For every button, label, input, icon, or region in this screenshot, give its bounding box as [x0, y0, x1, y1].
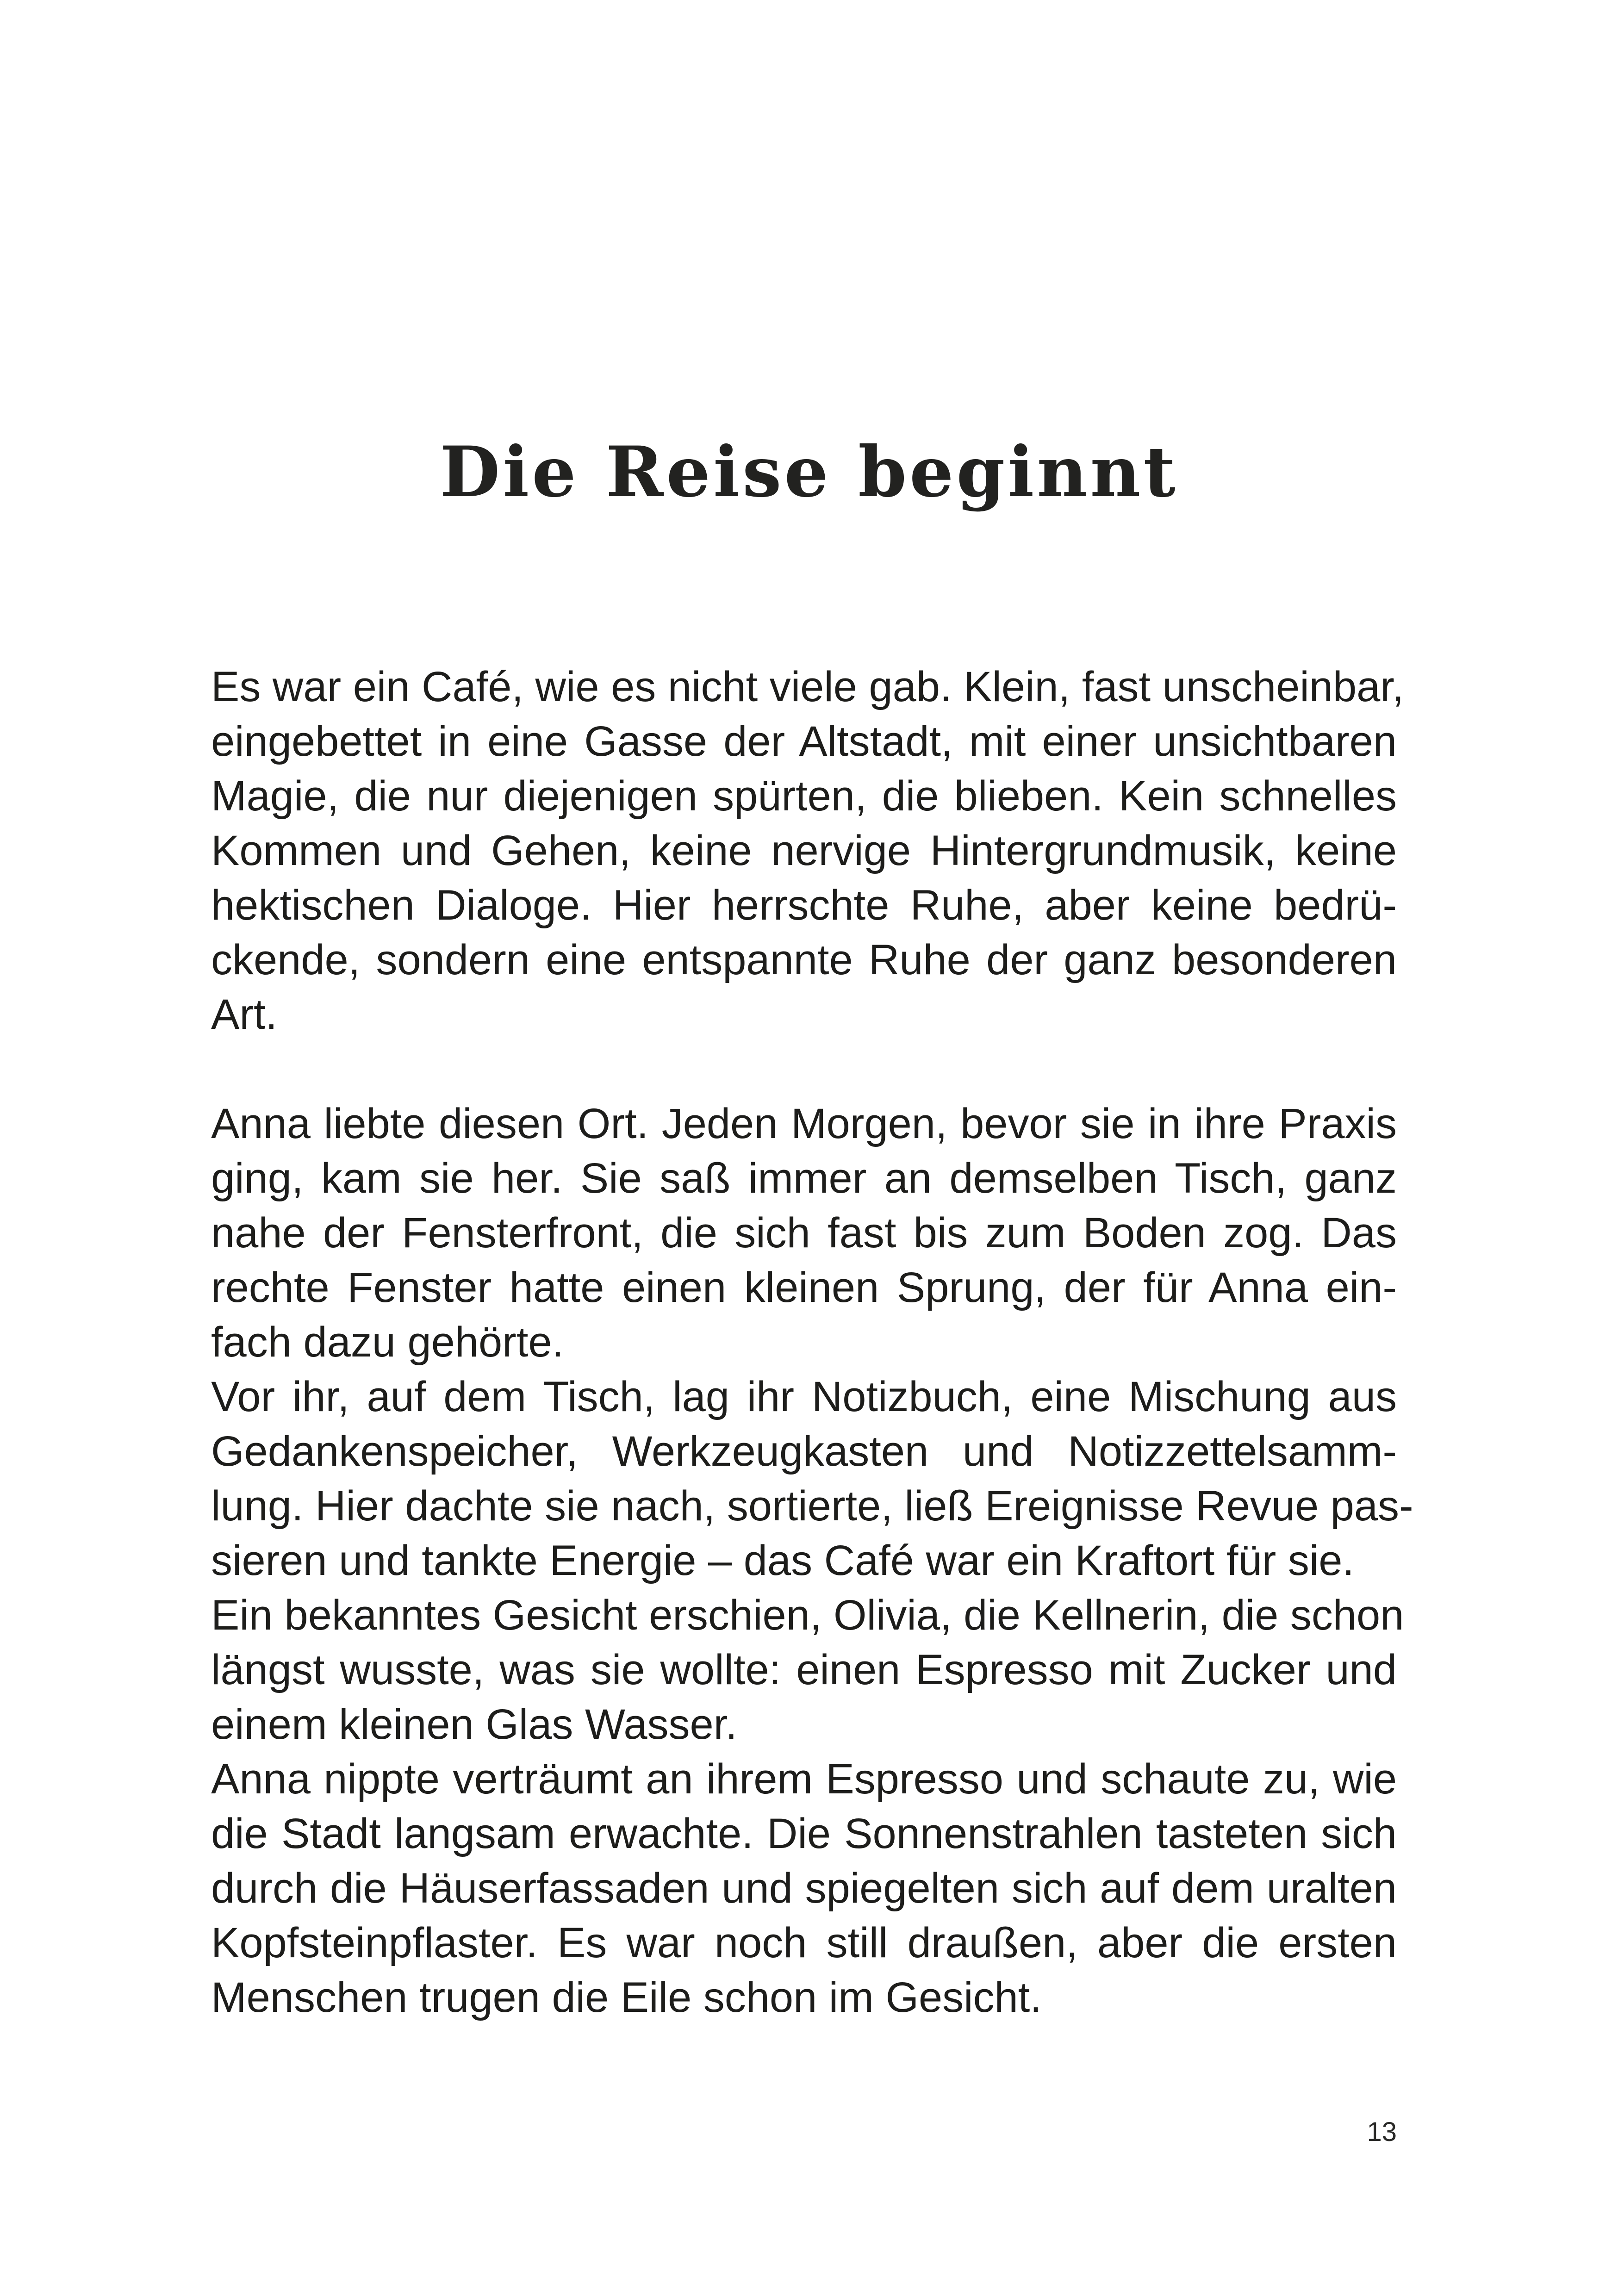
- paragraph-4: [211, 1588, 1404, 1752]
- page-number: 13: [1367, 2117, 1397, 2147]
- text-line: Kommen und Gehen, keine nervige Hintergrundmusik, keine: [211, 827, 1397, 874]
- body-text: [211, 660, 1413, 2025]
- paragraph-spacer: [211, 1042, 1397, 1096]
- text-line: die Stadt langsam erwachte. Die Sonnenstrahlen tasteten sich: [211, 1810, 1397, 1857]
- text-line: hektischen Dialoge. Hier herrschte Ruhe, aber keine bedrü-: [211, 882, 1397, 929]
- text-line: durch die Häuserfassaden und spiegelten sich auf dem uralten: [211, 1865, 1397, 1912]
- text-line: ckende, sondern eine entspannte Ruhe der ganz besonderen: [211, 936, 1397, 983]
- text-line: Magie, die nur diejenigen spürten, die blieben. Kein schnelles: [211, 772, 1397, 820]
- text-line: Art.: [211, 991, 278, 1038]
- text-line: Anna nippte verträumt an ihrem Espresso und schaute zu, wie: [211, 1755, 1397, 1803]
- text-line: Kopfsteinpflaster. Es war noch still draußen, aber die ersten: [211, 1919, 1397, 1966]
- paragraph-1: [211, 660, 1404, 1042]
- text-line: Gedankenspeicher, Werkzeugkasten und Notizzettelsamm-: [211, 1428, 1397, 1475]
- text-line: fach dazu gehörte.: [211, 1319, 564, 1366]
- text-line: sieren und tankte Energie – das Café war ein Kraftort für sie.: [211, 1537, 1354, 1584]
- text-line: lung. Hier dachte sie nach, sortierte, ließ Ereignisse Revue pas-: [211, 1482, 1413, 1530]
- chapter-title: Die Reise beginnt: [440, 431, 1178, 513]
- text-line: eingebettet in eine Gasse der Altstadt, mit einer unsichtbaren: [211, 718, 1397, 765]
- text-line: längst wusste, was sie wollte: einen Espresso mit Zucker und: [211, 1646, 1397, 1693]
- paragraph-2: [211, 1096, 1397, 1369]
- text-line: Menschen trugen die Eile schon im Gesicht.: [211, 1974, 1042, 2021]
- text-line: rechte Fenster hatte einen kleinen Sprung, der für Anna ein-: [211, 1264, 1397, 1311]
- text-line: einem kleinen Glas Wasser.: [211, 1701, 737, 1748]
- text-line: Es war ein Café, wie es nicht viele gab. Klein, fast unscheinbar,: [211, 663, 1404, 710]
- text-line: nahe der Fensterfront, die sich fast bis zum Boden zog. Das: [211, 1209, 1397, 1257]
- text-line: Vor ihr, auf dem Tisch, lag ihr Notizbuch, eine Mischung aus: [211, 1373, 1397, 1420]
- text-line: Anna liebte diesen Ort. Jeden Morgen, bevor sie in ihre Praxis: [211, 1100, 1397, 1147]
- paragraph-5: [211, 1752, 1397, 2025]
- text-line: Ein bekanntes Gesicht erschien, Olivia, die Kellnerin, die schon: [211, 1592, 1404, 1639]
- text-line: ging, kam sie her. Sie saß immer an demselben Tisch, ganz: [211, 1155, 1397, 1202]
- paragraph-3: [211, 1369, 1413, 1588]
